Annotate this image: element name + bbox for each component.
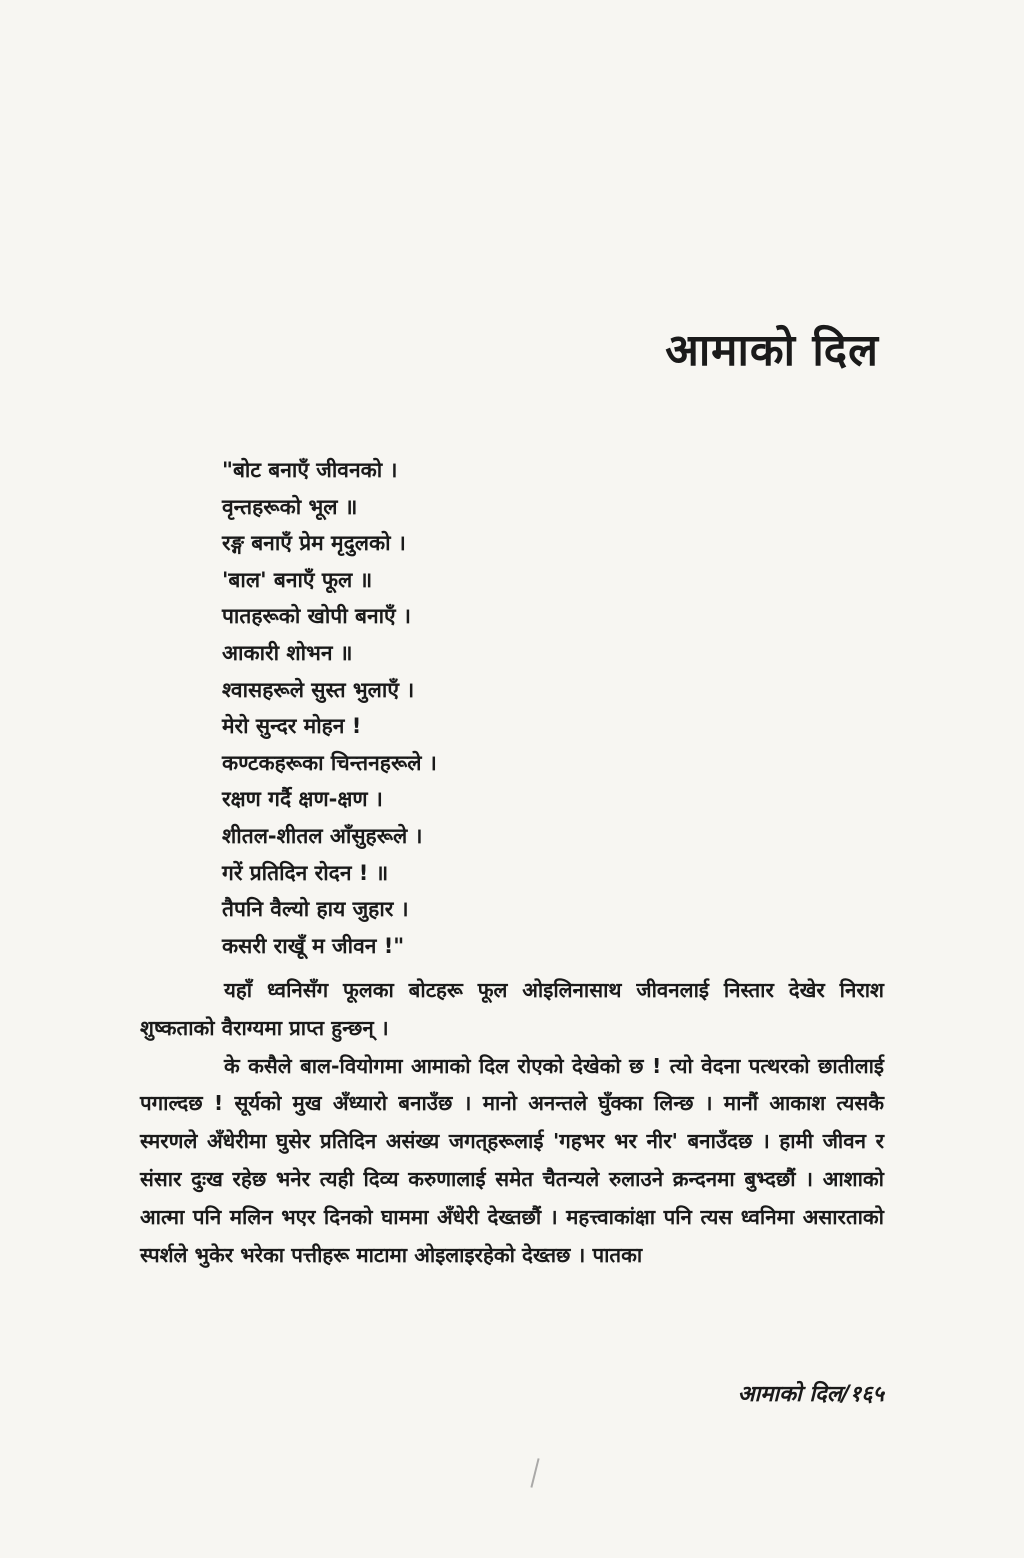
poem-line: तैपनि वैल्यो हाय जुहार । — [222, 897, 409, 922]
poem-line: पातहरूको खोपी बनाएँ । — [222, 604, 411, 629]
poem-line: वृन्तहरूको भूल ॥ — [222, 494, 358, 519]
poem-line: 'बाल' बनाएँ फूल ॥ — [222, 567, 373, 592]
paragraph: के कसैले बाल-वियोगमा आमाको दिल रोएको देखेको छ ! त्यो वेदना पत्थरको छातीलाई पगाल्दछ ! सूर्यको मुख अँध्यारो बनाउँछ । मानो अनन्तले घुँक्का लिन्छ । मानौं आकाश त्यसकै स्मरणले अँधेरीमा घुसेर प्रतिदिन असंख्य जगत्‌हरूलाई 'गहभर भर नीर' बनाउँदछ । हामी जीवन र संसार दुःख रहेछ भनेर त्यही दिव्य करुणालाई समेत चैतन्यले रुलाउने क्रन्दनमा बुभ्दछौं । आशाको आत्मा पनि मलिन भएर दिनको घाममा अँधेरी देख्तछौं । महत्त्वाकांक्षा पनि त्यस ध्वनिमा असारताको स्पर्शले भुकेर भरेका पत्तीहरू माटामा ओइलाइरहेको देख्तछ । पातका — [140, 1053, 884, 1267]
poem-block — [222, 452, 437, 964]
poem-line: कसरी राखूँ म जीवन !" — [222, 933, 405, 958]
poem-line: रक्षण गर्दै क्षण-क्षण । — [222, 787, 383, 812]
poem-line: कण्टकहरूका चिन्तनहरूले । — [222, 750, 437, 775]
scan-artifact — [530, 1458, 539, 1488]
poem-line: रङ्ग बनाएँ प्रेम मृदुलको । — [222, 531, 406, 556]
poem-line: शीतल-शीतल आँसुहरूले । — [222, 823, 423, 848]
poem-line: आकारी शोभन ॥ — [222, 640, 353, 665]
running-footer: आमाको दिल/१६५ — [737, 1382, 884, 1407]
prose-body — [140, 972, 884, 1274]
poem-line: श्वासहरूले सुस्त भुलाएँ । — [222, 677, 415, 702]
poem-line: "बोट बनाएँ जीवनको । — [222, 458, 398, 482]
poem-line: गरें प्रतिदिन रोदन ! ॥ — [222, 860, 389, 885]
chapter-title: आमाको दिल — [665, 325, 879, 376]
poem-line: मेरो सुन्दर मोहन ! — [222, 714, 362, 739]
paragraph: यहाँ ध्वनिसँग फूलका बोटहरू फूल ओइलिनासाथ जीवनलाई निस्तार देखेर निराश शुष्कताको वैराग्यमा प्राप्त हुन्छन् । — [140, 978, 884, 1040]
